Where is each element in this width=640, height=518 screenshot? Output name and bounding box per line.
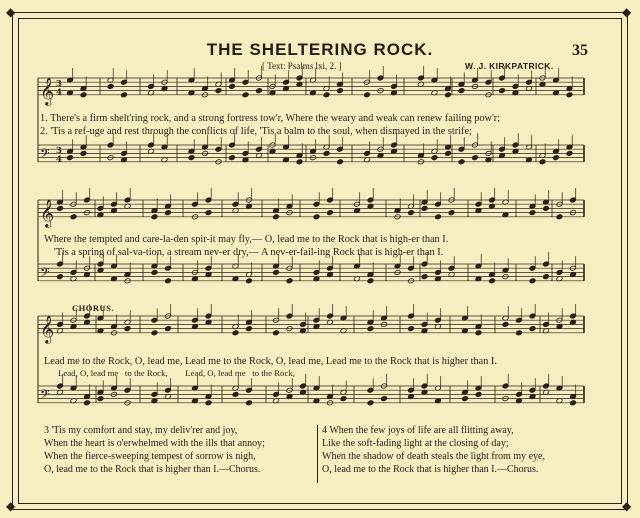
treble-clef-icon: 𝄞 [40,76,55,105]
note-head [364,92,371,98]
note-head [566,150,573,156]
corner-ornament-icon: ◆ [6,499,16,513]
note-head [408,210,415,216]
note-head [246,278,253,284]
note-head [107,83,114,89]
verse-divider [317,425,318,483]
note-head [121,92,128,98]
note-head [165,278,172,284]
bass-clef-icon: 𝄢 [40,264,50,283]
note-head [151,330,158,336]
time-signature: 4 [56,87,62,98]
note-head [205,400,212,406]
note-head [445,150,452,156]
note-head [475,330,482,336]
note-head [273,214,280,220]
composer: W. J. KIRKPATRICK. [465,61,554,71]
note-head [367,278,374,284]
note-head [381,396,388,402]
note-head [529,210,536,216]
note-head [431,155,438,161]
verse-4 [322,424,545,476]
note-head [57,205,64,211]
time-signature: 4 [56,154,62,165]
page-number: 35 [572,42,588,59]
treble-clef-icon: 𝄞 [40,198,55,227]
note-head [516,330,523,336]
note-head [499,88,506,94]
note-head [323,92,330,98]
verse-3-line: When the fierce-sweeping tempest of sorrow is nigh, [44,451,256,462]
note-head [543,205,550,211]
verse-3-line: 3 'Tis my comfort and stay, my deliv'rer and joy, [44,425,238,436]
note-head [273,269,280,275]
verse2-lyric-line2: 'Tis a spring of sal-va-tion, a stream nev-er dry,— A nev-er-fail-ing Rock that is high-er than I. [54,247,444,258]
note-head [151,269,158,275]
hymn-title: THE SHELTERING ROCK. [206,40,434,59]
note-head [475,391,482,397]
note-head [408,326,415,332]
note-head [232,391,239,397]
verse-3 [44,424,265,476]
note-head [84,400,91,406]
note-head [165,326,172,332]
note-head [229,83,236,89]
note-head [242,92,249,98]
note-head [273,330,280,336]
note-head [124,326,131,332]
note-head [296,159,303,165]
bass-clef-icon: 𝄢 [40,386,50,405]
note-head [472,155,479,161]
note-head [340,396,347,402]
note-head [539,159,546,165]
verse-4-line: 4 When the few joys of life are all flitting away, [322,425,514,436]
note-head [246,400,253,406]
note-head [448,210,455,216]
note-head [570,400,577,406]
note-head [556,214,563,220]
note-head [553,155,560,161]
note-head [229,155,236,161]
note-head [458,88,465,94]
note-head [57,274,64,280]
note-head [80,150,87,156]
chorus-lyric: Lead me to the Rock, O, lead me, Lead me to the Rock, O, lead me, Lead me to the Rock that is higher than I. [44,356,497,367]
verse-4-line: O, lead me to the Rock that is higher than I.—Chorus. [322,464,539,475]
note-head [458,159,465,165]
note-head [327,210,334,216]
note-head [462,396,469,402]
note-head [151,214,158,220]
corner-ornament-icon: ◆ [6,5,16,19]
note-head [543,274,550,280]
note-head [232,330,239,336]
verse1-lyric-line2: Where the tempted and care-la-den spir-it may fly,— O, lead me to the Rock that is high-er than I. [44,234,449,245]
verse1-lyric-line1: 1. There's a firm shelt'ring rock, and a strong fortress tow'r, Where the weary and weak can renew failing pow'r; [40,113,501,124]
chorus-bass-lyric: Lead, O, lead me to the Rock, Lead, O, lead me to the Rock, [58,368,295,378]
note-head [337,88,344,94]
verse-3-line: O, lead me to the Rock that is higher than I.—Chorus. [44,464,261,475]
note-head [367,400,374,406]
time-signature: 3 [56,79,62,89]
note-head [367,326,374,332]
note-head [489,278,496,284]
note-head [323,150,330,156]
note-head [445,92,452,98]
corner-ornament-icon: ◆ [622,5,632,19]
note-head [188,155,195,161]
note-head [337,159,344,165]
note-head [421,274,428,280]
note-head [529,278,536,284]
note-head [566,92,573,98]
note-head [205,210,212,216]
verse-4-line: Like the soft-fading light at the closing of day; [322,438,509,449]
treble-clef-icon: 𝄞 [40,314,55,343]
verse-4-line: When the shadow of death steals the light from my eye, [322,451,545,462]
verse2-lyric-line1: 2. 'Tis a ref-uge and rest through the conflicts of life, 'Tis a balm to the soul, when dismayed in the strife; [40,126,472,137]
note-head [165,210,172,216]
time-signature: 3 [56,146,62,156]
note-head [286,278,293,284]
bass-clef-icon: 𝄢 [40,145,50,164]
note-head [80,92,87,98]
note-head [246,326,253,332]
note-head [435,214,442,220]
note-head [70,214,77,220]
note-head [67,155,74,161]
verse-3-line: When the heart is o'erwhelmed with the ills that annoy; [44,438,265,449]
note-head [529,326,536,332]
note-head [421,205,428,211]
note-head [502,321,509,327]
note-head [256,88,263,94]
note-head [97,396,104,402]
chorus-label: CHORUS. [72,303,114,313]
note-head [313,214,320,220]
corner-ornament-icon: ◆ [622,499,632,513]
note-head [215,88,222,94]
text-source: [ Text: Psalms lxi, 2. ] [262,61,342,71]
